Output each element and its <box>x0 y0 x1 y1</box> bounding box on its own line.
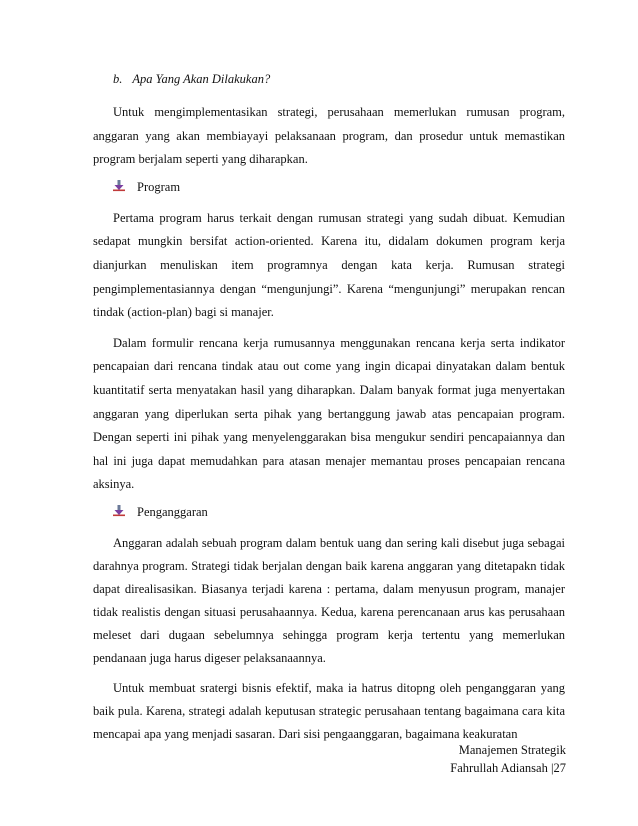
section-title: Apa Yang Akan Dilakukan? <box>132 72 271 86</box>
program-paragraph-2: Dalam formulir rencana kerja rumusannya menggunakan rencana kerja serta indikator pencapaian dari rencana tindak atau out come yang ingin dicapai dinyatakan dalam bentuk kuantitatif serta menyatakan hasil yang diharapkan. Dalam banyak format juga menyertakan anggaran yang diperlukan serta pihak yang bertanggung jawab atas pencapaian program. Dengan seperti ini pihak yang menyelenggarakan bisa mengukur sendiri pencapaiannya dan hal ini juga dapat memudahkan para atasan menajer memantau proses pencapaian rencana aksinya. <box>93 335 565 492</box>
penganggaran-paragraph-1: Anggaran adalah sebuah program dalam bentuk uang dan sering kali disebut juga sebagai darahnya program. Strategi tidak berjalan dengan baik karena anggaran yang ditetapakn tidak dapat direalisasikan. Biasanya terjadi karena : pertama, dalam menyusun program, manajer tidak realistis dengan situasi perusahaannya. Kedua, karena perencanaan arus kas perusahaan meleset dari dugaan sebelumnya sehingga program kerja tertentu yang memerlukan pendanaan juga harus digeser pelaksanaannya. <box>93 535 565 665</box>
program-paragraph-1: Pertama program harus terkait dengan rumusan strategi yang sudah dibuat. Kemudian sedapat mungkin bersifat action-oriented. Karena itu, didalam dokumen program kerja dianjurkan menuliskan item programnya dengan kata kerja. Rumusan strategi pengimplementasiannya dengan “mengunjungi”. Karena “mengunjungi” merupakan rencan tindak (action-plan) bagi si manajer. <box>93 210 565 320</box>
bullet-penganggaran <box>93 504 565 520</box>
arrow-down-bullet-icon <box>113 505 125 518</box>
arrow-down-bullet-icon <box>113 180 125 193</box>
page-footer <box>450 741 566 777</box>
footer-book-title: Manajemen Strategik <box>458 743 566 757</box>
intro-paragraph: Untuk mengimplementasikan strategi, perusahaan memerlukan rumusan program, anggaran yang akan membiayayi pelaksanaan program, dan prosedur untuk memastikan program berjalam seperti yang diharapkan. <box>93 105 565 167</box>
footer-author: Fahrullah Adiansah <box>450 761 548 775</box>
bullet-label: Program <box>137 179 181 194</box>
page-body <box>93 71 565 753</box>
bullet-program <box>93 179 565 195</box>
section-label: b. <box>113 72 123 86</box>
penganggaran-paragraph-2: Untuk membuat sratergi bisnis efektif, maka ia hatrus ditopng oleh penganggaran yang baik pula. Karena, strategi adalah keputusan strategic perusahaan tentang bagaimana cara kita mencapai apa yang menjadi sasaran. Dari sisi pengaanggaran, bagaimana keakuratan <box>93 680 565 741</box>
section-heading <box>93 71 565 87</box>
footer-separator: | <box>550 761 554 775</box>
bullet-label: Penganggaran <box>137 504 208 519</box>
footer-author-line <box>450 759 566 777</box>
page-number: 27 <box>553 761 566 775</box>
